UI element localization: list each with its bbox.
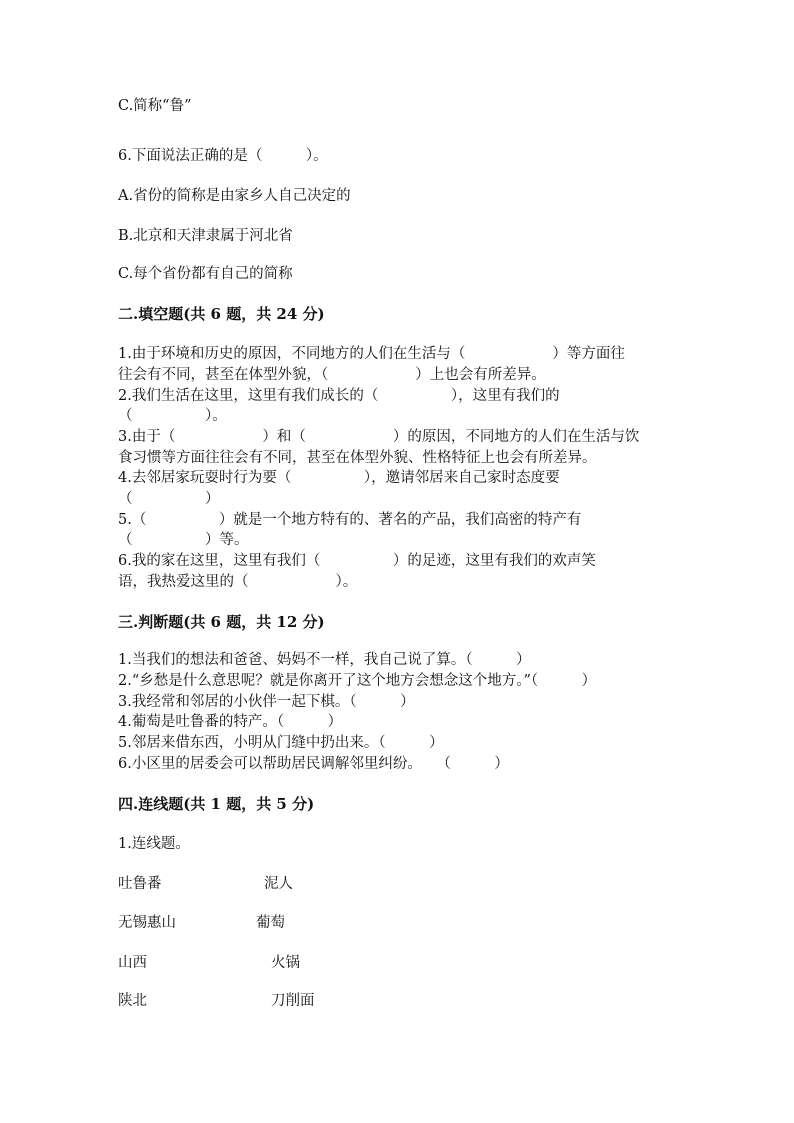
fill-line: 5.（ ）就是一个地方特有的、著名的产品，我们高密的特产有 — [118, 512, 582, 528]
fill-line: （ ） — [118, 491, 220, 507]
question-6-option-c: C.每个省份都有自己的简称 — [118, 266, 293, 282]
fill-line: 3.由于（ ）和（ ）的原因，不同地方的人们在生活与饮 — [118, 429, 640, 445]
fill-line: 2.我们生活在这里，这里有我们成长的（ ），这里有我们的 — [118, 388, 560, 404]
fill-line: （ ）等。 — [118, 532, 249, 548]
matching-left-item: 无锡惠山 — [118, 915, 176, 931]
judge-line: 3.我经常和邻居的小伙伴一起下棋。（ ） — [118, 694, 415, 710]
matching-left-item: 陕北 — [118, 993, 147, 1009]
fill-line: 往会有不同，甚至在体型外貌，（ ）上也会有所差异。 — [118, 367, 546, 383]
matching-right-item: 葡萄 — [256, 915, 285, 931]
matching-question: 1.连线题。 — [118, 836, 190, 852]
fill-line: 食习惯等方面往往会有不同，甚至在体型外貌、性格特征上也会有所差异。 — [118, 450, 597, 466]
question-6-option-a: A.省份的简称是由家乡人自己决定的 — [118, 188, 351, 204]
judge-line: 4.葡萄是吐鲁番的特产。（ ） — [118, 714, 343, 730]
fill-line: 6.我的家在这里，这里有我们（ ）的足迹，这里有我们的欢声笑 — [118, 553, 596, 569]
fill-line: 1.由于环境和历史的原因，不同地方的人们在生活与（ ）等方面往 — [118, 346, 625, 362]
matching-right-item: 刀削面 — [271, 993, 315, 1009]
question-6-option-b: B.北京和天津隶属于河北省 — [118, 228, 293, 244]
fill-line: 4.去邻居家玩耍时行为要（ ），邀请邻居来自己家时态度要 — [118, 470, 560, 486]
fill-line: 语，我热爱这里的（ ）。 — [118, 574, 358, 590]
section-3-heading: 三.判断题(共 6 题，共 12 分) — [118, 613, 325, 631]
fill-line: （ ）。 — [118, 408, 227, 424]
judge-line: 1.当我们的想法和爸爸、妈妈不一样，我自己说了算。（ ） — [118, 652, 531, 668]
judge-line: 5.邻居来借东西，小明从门缝中扔出来。（ ） — [118, 735, 444, 751]
question-6-stem: 6.下面说法正确的是（ ）。 — [118, 148, 328, 164]
section-4-heading: 四.连线题(共 1 题，共 5 分) — [118, 795, 315, 813]
matching-right-item: 火锅 — [271, 955, 300, 971]
section-2-heading: 二.填空题(共 6 题，共 24 分) — [118, 305, 325, 323]
matching-right-item: 泥人 — [264, 876, 293, 892]
judge-line: 2.“乡愁是什么意思呢？就是你离开了这个地方会想念这个地方。”（ ） — [118, 673, 597, 689]
matching-left-item: 吐鲁番 — [118, 876, 162, 892]
judge-line: 6.小区里的居委会可以帮助居民调解邻里纠纷。 （ ） — [118, 756, 509, 772]
prev-option-c: C.简称“鲁” — [118, 98, 192, 114]
matching-left-item: 山西 — [118, 955, 147, 971]
